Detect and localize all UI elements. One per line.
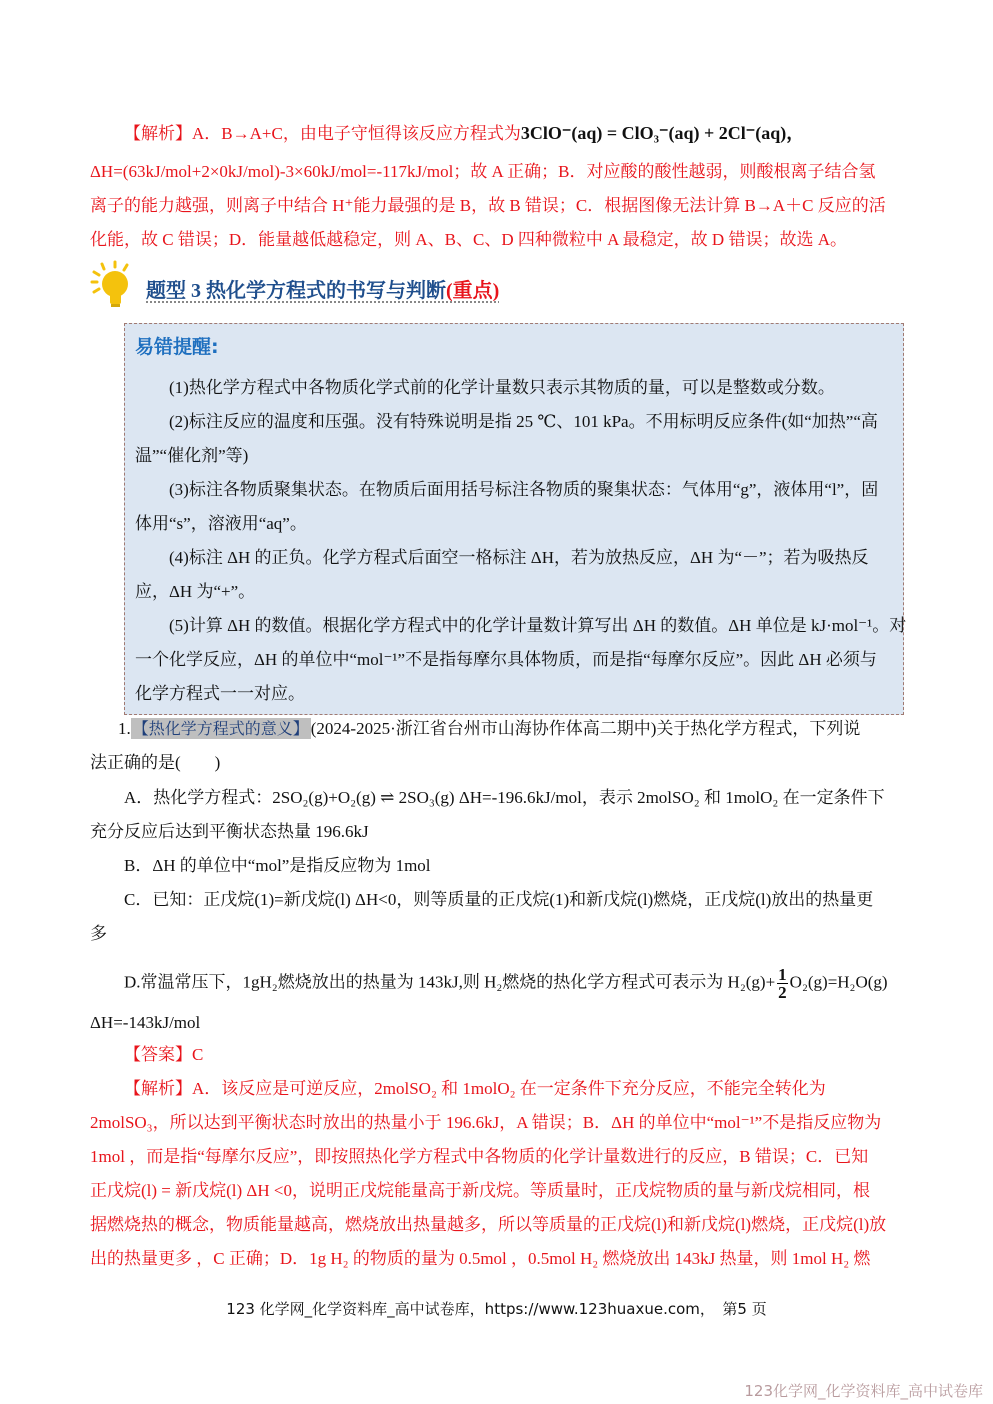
option-d-line-2: ΔH=-143kJ/mol bbox=[90, 1013, 201, 1032]
tip-box bbox=[124, 323, 907, 715]
question-stem-line-2: 法正确的是( ) bbox=[90, 753, 221, 772]
option-c-line-1: C．已知：正戊烷(1)=新戊烷(l) ΔH<0，则等质量的正戊烷(1)和新戊烷(l)燃烧，正戊烷(l)放出的热量更 bbox=[124, 890, 874, 909]
analysis-line-4: 正戊烷(l) = 新戊烷(l) ΔH <0，说明正戊烷能量高于新戊烷。等质量时，正戊烷物质的量与新戊烷相同，根 bbox=[90, 1181, 870, 1200]
prev-analysis-line-4: 化能，故 C 错误；D．能量越低越稳定，则 A、B、C、D 四种微粒中 A 最稳定，故 D 错误；故选 A。 bbox=[90, 230, 847, 249]
tip-line-3: 温”“催化剂”等) bbox=[135, 446, 249, 465]
question-number: 1. bbox=[118, 719, 131, 738]
tip-box-title: 易错提醒: bbox=[135, 336, 219, 358]
tip-line-10: 化学方程式一一对应。 bbox=[135, 684, 305, 703]
analysis-line-6: 出的热量更多 ，C 正确；D．1g H₂ 的物质的量为 0.5mol ，0.5mol H₂ 燃烧放出 143kJ 热量，则 1mol H₂ 燃 bbox=[90, 1249, 871, 1268]
analysis-label: 【解析】 bbox=[124, 1079, 192, 1098]
prev-analysis-line-2: ΔH=(63kJ/mol+2×0kJ/mol)-3×60kJ/mol=-117kJ/mol；故 A 正确；B．对应酸的酸性越弱，则酸根离子结合氢 bbox=[90, 162, 876, 181]
tip-line-9: 一个化学反应，ΔH 的单位中“mol⁻¹”不是指每摩尔具体物质，而是指“每摩尔反应”。因此 ΔH 必须与 bbox=[135, 650, 877, 669]
option-d-line-1: D.常温常压下，1gH₂燃烧放出的热量为 143kJ,则 H₂燃烧的热化学方程式可表示为 H₂(g)+ $\frac{1}{2}$ O₂(g)=H₂O(g) bbox=[124, 965, 888, 1002]
option-b: B．ΔH 的单位中“mol”是指反应物为 1mol bbox=[124, 856, 431, 875]
answer-label: 【答案】 bbox=[124, 1045, 192, 1064]
question-stem-line-1: 1. 【热化学方程式的意义】 (2024-2025·浙江省台州市山海协作体高二期中)关于热化学方程式，下列说 bbox=[118, 719, 861, 738]
answer-value: C bbox=[192, 1045, 204, 1064]
analysis-line-5: 据燃烧热的概念，物质能量越高，燃烧放出热量越多，所以等质量的正戊烷(l)和新戊烷(l)燃烧，正戊烷(l)放 bbox=[90, 1215, 887, 1234]
analysis-label: 【解析】 bbox=[124, 124, 192, 143]
fraction-one-half: $\frac{1}{2}$ bbox=[778, 965, 787, 1002]
tip-line-2: (2)标注反应的温度和压强。没有特殊说明是指 25 ℃、101 kPa。不用标明反应条件(如“加热”“高 bbox=[169, 412, 878, 431]
tip-line-5: 体用“s”，溶液用“aq”。 bbox=[135, 514, 307, 533]
option-a-line-2: 充分反应后达到平衡状态热量 196.6kJ bbox=[90, 822, 369, 841]
redox-equation: 3ClO⁻(aq) = ClO₃⁻(aq) + 2Cl⁻(aq)， bbox=[520, 123, 805, 143]
page-footer: 123 化学网_化学资料库_高中试卷库，https://www.123huaxue.com， 第5 页 bbox=[226, 1300, 767, 1318]
prev-analysis-line-3: 离子的能力越强，则离子中结合 H⁺能力最强的是 B，故 B 错误；C．根据图像无法计算 B→A＋C 反应的活 bbox=[90, 196, 886, 215]
prev-analysis-line-1: 【解析】A．B→A+C，由电子守恒得该反应方程式为3ClO⁻(aq) = ClO₃⁻(aq) + 2Cl⁻(aq)， bbox=[124, 123, 805, 143]
tip-line-7: 应，ΔH 为“+”。 bbox=[135, 582, 256, 601]
option-a-line-1: A．热化学方程式：2SO₂(g)+O₂(g) ⇌ 2SO₃(g) ΔH=-196.6kJ/mol，表示 2molSO₂ 和 1molO₂ 在一定条件下 bbox=[124, 788, 885, 807]
answer-line bbox=[124, 1045, 939, 1065]
question-topic-tag: 【热化学方程式的意义】 bbox=[132, 719, 309, 738]
tip-line-8: (5)计算 ΔH 的数值。根据化学方程式中的化学计量数计算写出 ΔH 的数值。ΔH 单位是 kJ·mol⁻¹。对 bbox=[169, 616, 907, 635]
analysis-line-1: 【解析】A．该反应是可逆反应，2molSO₂ 和 1molO₂ 在一定条件下充分反应，不能完全转化为 bbox=[124, 1079, 826, 1098]
analysis-line-2: 2molSO₃，所以达到平衡状态时放出的热量小于 196.6kJ，A 错误；B．ΔH 的单位中“mol⁻¹”不是指反应物为 bbox=[90, 1113, 882, 1132]
tip-line-1: (1)热化学方程式中各物质化学式前的化学计量数只表示其物质的量，可以是整数或分数。 bbox=[169, 378, 835, 397]
watermark: 123化学网_化学资料库_高中试卷库 bbox=[744, 1382, 983, 1400]
lightbulb-icon bbox=[88, 260, 136, 310]
tip-line-6: (4)标注 ΔH 的正负。化学方程式后面空一格标注 ΔH，若为放热反应，ΔH 为“－”；若为吸热反 bbox=[169, 548, 869, 567]
section-title: 题型 3 热化学方程式的书写与判断(重点) bbox=[146, 280, 500, 302]
tip-line-4: (3)标注各物质聚集状态。在物质后面用括号标注各物质的聚集状态：气体用“g”，液体用“l”，固 bbox=[169, 480, 879, 499]
option-c-line-2: 多 bbox=[90, 924, 107, 943]
analysis-line-3: 1mol ，而是指“每摩尔反应”，即按照热化学方程式中各物质的化学计量数进行的反应，B 错误；C．已知 bbox=[90, 1147, 869, 1166]
section-highlight: (重点) bbox=[446, 280, 500, 302]
